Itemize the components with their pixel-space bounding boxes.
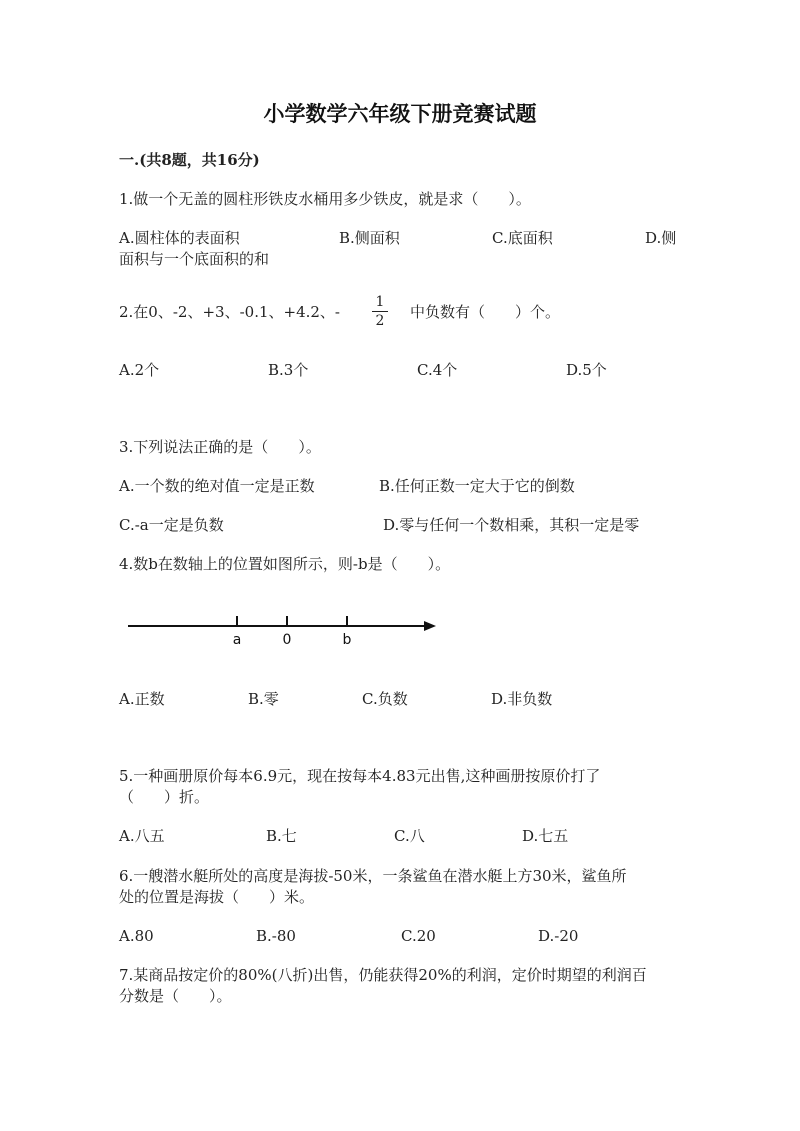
question-2-stem: 2.在0、-2、+3、-0.1、+4.2、- [119, 303, 340, 321]
question-7-stem-cont: 分数是（ ）。 [119, 987, 232, 1005]
question-1-option-d-cont: 面积与一个底面积的和 [119, 250, 270, 268]
question-4-option-c: C.负数 [362, 690, 408, 708]
number-line-diagram [120, 605, 450, 650]
fraction-denominator: 2 [375, 313, 385, 329]
question-2-option-a: A.2个 [119, 361, 160, 379]
question-2-option-b: B.3个 [268, 361, 309, 379]
section-header: 一.(共8题，共16分) [119, 151, 260, 169]
question-4-option-b: B.零 [248, 690, 279, 708]
question-1-option-b: B.侧面积 [339, 229, 400, 247]
question-2-option-c: C.4个 [417, 361, 458, 379]
question-6-option-b: B.-80 [256, 927, 296, 945]
question-4-option-a: A.正数 [119, 690, 165, 708]
question-5-option-d: D.七五 [522, 827, 569, 845]
number-line-label-0: 0 [282, 632, 292, 648]
question-4-option-d: D.非负数 [491, 690, 553, 708]
fraction-one-half [370, 294, 390, 329]
question-3-option-c: C.-a一定是负数 [119, 516, 224, 534]
question-2-option-d: D.5个 [566, 361, 607, 379]
question-3-option-a: A.一个数的绝对值一定是正数 [119, 477, 315, 495]
question-6-stem-cont: 处的位置是海拔（ ）米。 [119, 888, 315, 906]
question-5-option-a: A.八五 [119, 827, 165, 845]
question-5-stem: 5.一种画册原价每本6.9元，现在按每本4.83元出售,这种画册按原价打了 [119, 767, 601, 785]
fraction-bar [372, 311, 388, 312]
question-6-option-a: A.80 [119, 927, 154, 945]
number-line-label-a: a [232, 632, 242, 648]
question-7-stem: 7.某商品按定价的80%(八折)出售，仍能获得20%的利润，定价时期望的利润百 [119, 966, 647, 984]
page-title: 小学数学六年级下册竞赛试题 [263, 101, 537, 126]
question-6-stem: 6.一艘潜水艇所处的高度是海拔-50米，一条鲨鱼在潜水艇上方30米，鲨鱼所 [119, 867, 627, 885]
question-1-stem: 1.做一个无盖的圆柱形铁皮水桶用多少铁皮，就是求（ ）。 [119, 190, 531, 208]
question-5-stem-cont: （ ）折。 [119, 788, 210, 806]
question-1-option-c: C.底面积 [492, 229, 553, 247]
question-3-stem: 3.下列说法正确的是（ ）。 [119, 438, 321, 456]
question-1-option-d: D.侧 [645, 229, 677, 247]
fraction-numerator: 1 [375, 294, 385, 310]
question-3-option-b: B.任何正数一定大于它的倒数 [379, 477, 575, 495]
question-2-stem-after: 中负数有（ ）个。 [410, 303, 561, 321]
question-6-option-d: D.-20 [538, 927, 579, 945]
question-4-stem: 4.数b在数轴上的位置如图所示，则-b是（ ）。 [119, 555, 451, 573]
question-5-option-c: C.八 [394, 827, 425, 845]
question-3-option-d: D.零与任何一个数相乘，其积一定是零 [383, 516, 640, 534]
question-1-option-a: A.圆柱体的表面积 [119, 229, 240, 247]
number-line-label-b: b [342, 632, 352, 648]
question-6-option-c: C.20 [401, 927, 436, 945]
number-line-arrow-icon [424, 621, 436, 631]
question-5-option-b: B.七 [266, 827, 297, 845]
